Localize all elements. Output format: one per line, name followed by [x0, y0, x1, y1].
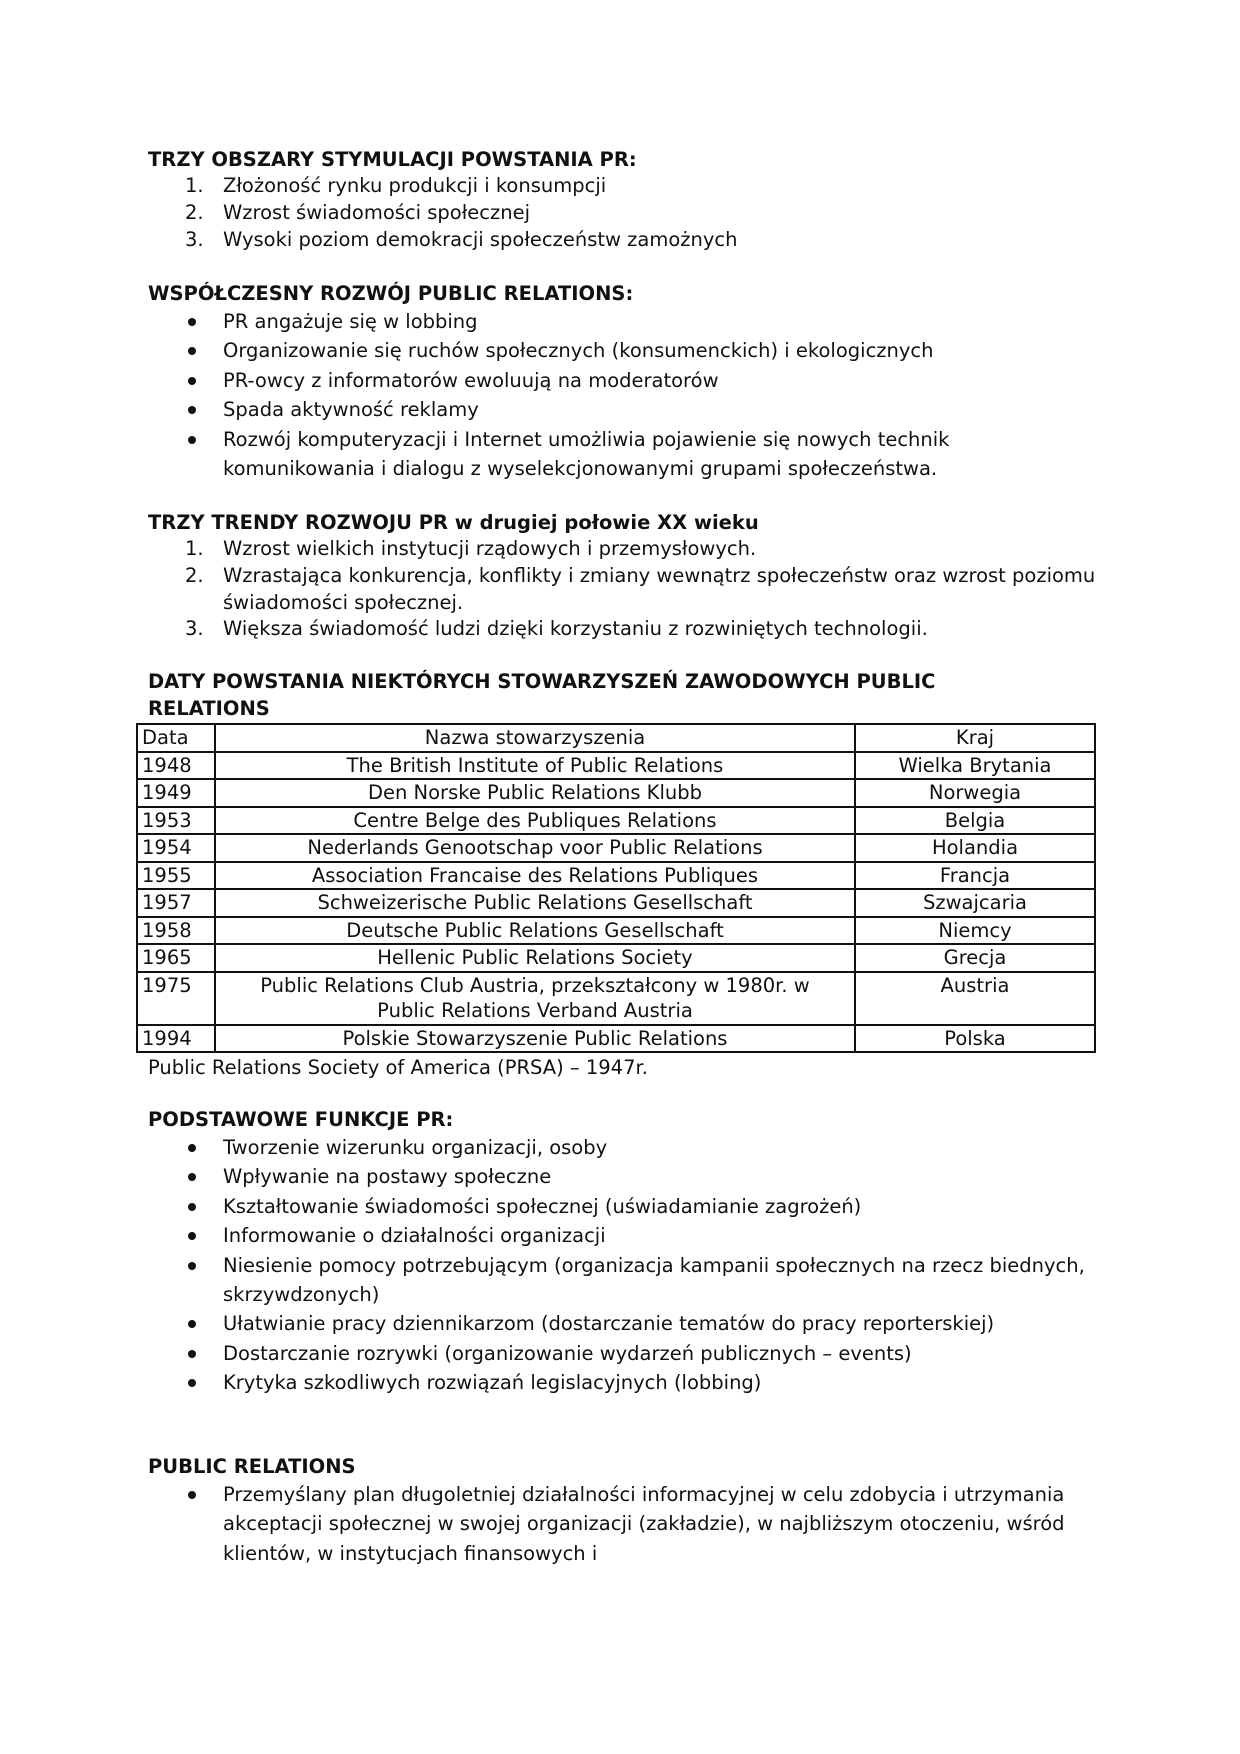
- list-item: [148, 1480, 1098, 1568]
- list-number: 2.: [185, 200, 204, 224]
- list-number: 3.: [185, 227, 204, 251]
- list-item-text: Organizowanie się ruchów społecznych (konsumenckich) i ekologicznych: [223, 339, 934, 363]
- list-item: [148, 307, 1098, 336]
- bullet-icon: [188, 1144, 196, 1152]
- section-public-relations: [148, 1453, 1098, 1568]
- bullet-list: [148, 1480, 1098, 1568]
- section-trendy: [148, 509, 1098, 643]
- list-item: [148, 616, 1098, 643]
- list-item: [148, 227, 1098, 254]
- header-nazwa: Nazwa stowarzyszenia: [215, 724, 855, 752]
- list-item-text: Wzrost świadomości społecznej: [223, 200, 530, 224]
- cell-data: 1975: [137, 972, 215, 1025]
- cell-nazwa: Hellenic Public Relations Society: [215, 944, 855, 972]
- cell-data: 1954: [137, 834, 215, 862]
- list-item: [148, 173, 1098, 200]
- table-row: [137, 862, 1095, 890]
- bullet-icon: [188, 318, 196, 326]
- bullet-icon: [188, 377, 196, 385]
- bullet-list: [148, 307, 1098, 483]
- cell-nazwa: Deutsche Public Relations Gesellschaft: [215, 917, 855, 945]
- list-item-text: Dostarczanie rozrywki (organizowanie wydarzeń publicznych – events): [223, 1341, 912, 1365]
- list-item: [148, 563, 1098, 617]
- list-item: [148, 366, 1098, 395]
- cell-data: 1957: [137, 889, 215, 917]
- table-row: [137, 779, 1095, 807]
- list-item: [148, 336, 1098, 365]
- table-row: [137, 1025, 1095, 1053]
- list-item-text: Rozwój komputeryzacji i Internet umożliwia pojawienie się nowych technik komunikowania i dialogu z wyselekcjonowanymi grupami społeczeństwa.: [223, 427, 950, 481]
- cell-nazwa: Centre Belge des Publiques Relations: [215, 807, 855, 835]
- heading: PODSTAWOWE FUNKCJE PR:: [148, 1108, 454, 1131]
- cell-data: 1949: [137, 779, 215, 807]
- cell-nazwa: Polskie Stowarzyszenie Public Relations: [215, 1025, 855, 1053]
- bullet-icon: [188, 1232, 196, 1240]
- list-item: [148, 1339, 1098, 1368]
- list-number: 2.: [185, 563, 204, 587]
- table-row: [137, 917, 1095, 945]
- list-item-text: Większa świadomość ludzi dzięki korzystaniu z rozwiniętych technologii.: [223, 617, 928, 641]
- header-data: Data: [137, 724, 215, 752]
- cell-nazwa: Den Norske Public Relations Klubb: [215, 779, 855, 807]
- list-item-text: Tworzenie wizerunku organizacji, osoby: [223, 1136, 608, 1159]
- cell-kraj: Austria: [855, 972, 1095, 1025]
- bullet-icon: [188, 1320, 196, 1328]
- section-obszary: [148, 146, 1098, 253]
- bullet-icon: [188, 1173, 196, 1181]
- heading: PUBLIC RELATIONS: [148, 1455, 356, 1478]
- cell-kraj: Niemcy: [855, 917, 1095, 945]
- cell-data: 1994: [137, 1025, 215, 1053]
- cell-kraj: Norwegia: [855, 779, 1095, 807]
- cell-kraj: Grecja: [855, 944, 1095, 972]
- list-item-text: Wysoki poziom demokracji społeczeństw zamożnych: [223, 227, 738, 251]
- list-item: [148, 1192, 1098, 1221]
- cell-nazwa: Schweizerische Public Relations Gesellschaft: [215, 889, 855, 917]
- list-item: [148, 1221, 1098, 1250]
- cell-kraj: Francja: [855, 862, 1095, 890]
- list-item-text: Kształtowanie świadomości społecznej (uświadamianie zagrożeń): [223, 1194, 862, 1218]
- table-row: [137, 752, 1095, 780]
- list-item: [148, 395, 1098, 424]
- bullet-icon: [188, 1379, 196, 1387]
- list-item-text: Spada aktywność reklamy: [223, 398, 479, 422]
- list-item-text: Złożoność rynku produkcji i konsumpcji: [223, 174, 607, 197]
- bullet-icon: [188, 1491, 196, 1499]
- list-item: [148, 1133, 1098, 1162]
- heading: TRZY OBSZARY STYMULACJI POWSTANIA PR:: [148, 148, 637, 171]
- cell-kraj: Szwajcaria: [855, 889, 1095, 917]
- bullet-icon: [188, 436, 196, 444]
- numbered-list: [148, 173, 1098, 253]
- list-item-text: Wzrost wielkich instytucji rządowych i przemysłowych.: [223, 537, 757, 560]
- bullet-icon: [188, 1262, 196, 1270]
- list-item-text: Wzrastająca konkurencja, konflikty i zmiany wewnątrz społeczeństw oraz wzrost poziomu świadomości społecznej.: [223, 563, 1096, 614]
- bullet-icon: [188, 406, 196, 414]
- list-number: 3.: [185, 617, 204, 641]
- bullet-list: [148, 1133, 1098, 1398]
- cell-kraj: Polska: [855, 1025, 1095, 1053]
- list-item: [148, 536, 1098, 563]
- cell-data: 1948: [137, 752, 215, 780]
- associations-table: [136, 723, 1096, 1053]
- list-item-text: Niesienie pomocy potrzebującym (organizacja kampanii społecznych na rzecz biednych, skrzywdzonych): [223, 1253, 1085, 1307]
- list-item-text: Przemyślany plan długoletniej działalności informacyjnej w celu zdobycia i utrzymania akceptacji społecznej w swojej organizacji (zakładzie), w najbliższym otoczeniu, wśród klientów, w instytucjach finansowych i: [223, 1483, 1065, 1565]
- heading-line-1: DATY POWSTANIA NIEKTÓRYCH STOWARZYSZEŃ ZAWODOWYCH PUBLIC: [148, 670, 936, 693]
- prsa-note: Public Relations Society of America (PRSA) – 1947r.: [148, 1056, 648, 1079]
- list-number: 1.: [185, 174, 204, 197]
- section-daty: [148, 668, 1098, 722]
- header-kraj: Kraj: [855, 724, 1095, 752]
- bullet-icon: [188, 347, 196, 355]
- list-item-text: PR-owcy z informatorów ewoluują na moderatorów: [223, 368, 719, 392]
- cell-kraj: Belgia: [855, 807, 1095, 835]
- table-row: [137, 972, 1095, 1025]
- table-row: [137, 807, 1095, 835]
- heading-line-2: RELATIONS: [148, 697, 270, 720]
- cell-nazwa: The British Institute of Public Relations: [215, 752, 855, 780]
- list-item: [148, 1368, 1098, 1397]
- list-number: 1.: [185, 537, 204, 560]
- list-item: [148, 200, 1098, 227]
- section-funkcje: [148, 1106, 1098, 1398]
- table-header-row: [137, 724, 1095, 752]
- section-wspolczesny-rozwoj: [148, 280, 1098, 483]
- cell-nazwa: Association Francaise des Relations Publiques: [215, 862, 855, 890]
- cell-nazwa: Public Relations Club Austria, przekształcony w 1980r. w Public Relations Verband Austria: [215, 972, 855, 1025]
- table-row: [137, 889, 1095, 917]
- list-item: [148, 1309, 1098, 1338]
- cell-nazwa: Nederlands Genootschap voor Public Relations: [215, 834, 855, 862]
- bullet-icon: [188, 1350, 196, 1358]
- cell-data: 1958: [137, 917, 215, 945]
- cell-kraj: Holandia: [855, 834, 1095, 862]
- list-item-text: Krytyka szkodliwych rozwiązań legislacyjnych (lobbing): [223, 1371, 762, 1395]
- list-item-text: Wpływanie na postawy społeczne: [223, 1165, 552, 1189]
- list-item: [148, 1251, 1098, 1310]
- list-item: [148, 425, 1098, 484]
- cell-data: 1965: [137, 944, 215, 972]
- heading: TRZY TRENDY ROZWOJU PR w drugiej połowie XX wieku: [148, 511, 759, 534]
- cell-kraj: Wielka Brytania: [855, 752, 1095, 780]
- table-row: [137, 834, 1095, 862]
- cell-data: 1955: [137, 862, 215, 890]
- list-item: [148, 1162, 1098, 1191]
- numbered-list: [148, 536, 1098, 643]
- list-item-text: Informowanie o działalności organizacji: [223, 1224, 606, 1248]
- list-item-text: Ułatwianie pracy dziennikarzom (dostarczanie tematów do pracy reporterskiej): [223, 1312, 995, 1336]
- heading: WSPÓŁCZESNY ROZWÓJ PUBLIC RELATIONS:: [148, 282, 634, 305]
- cell-data: 1953: [137, 807, 215, 835]
- list-item-text: PR angażuje się w lobbing: [223, 310, 478, 333]
- bullet-icon: [188, 1203, 196, 1211]
- table-row: [137, 944, 1095, 972]
